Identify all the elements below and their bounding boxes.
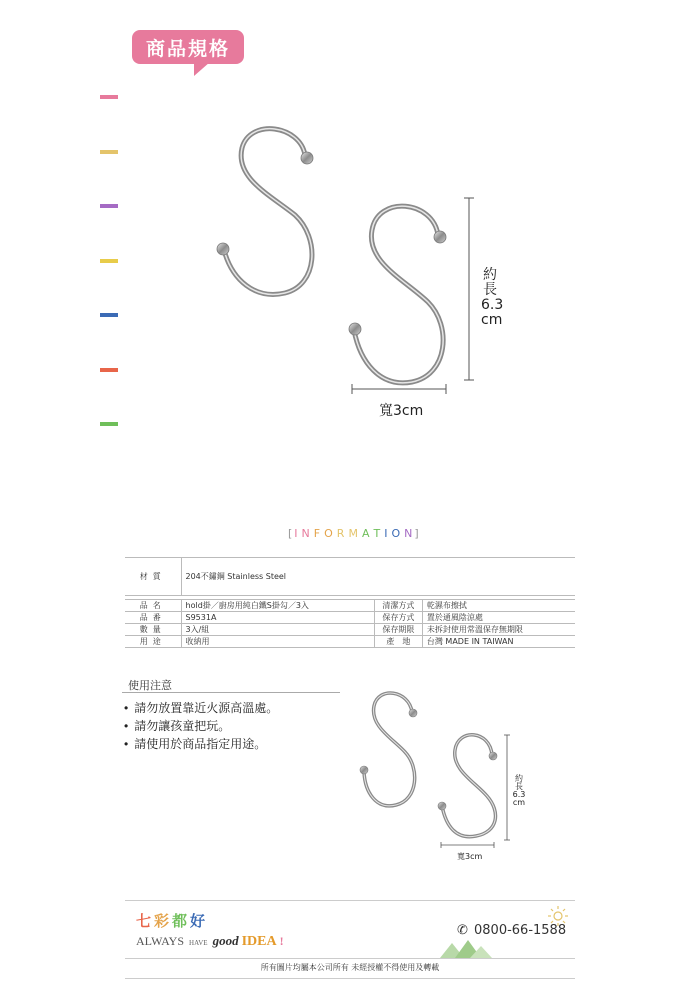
information-letters [294, 527, 414, 540]
slogan-always: ALWAYS [136, 934, 185, 948]
table-row-material [125, 558, 575, 596]
small-height-label: 約 長 6.3 cm [512, 774, 526, 807]
large-width-label: 寬3cm [379, 403, 424, 419]
slogan-good: good [212, 933, 239, 948]
brand-char: 都 [172, 913, 191, 930]
row-key-2: 清潔方式 [374, 600, 422, 612]
information-letter: M [348, 527, 360, 540]
slogan-exclamation: ! [279, 934, 284, 948]
row-value: 3入/組 [181, 624, 374, 636]
brand-char: 好 [190, 913, 209, 930]
list-item: • 請使用於商品指定用途。 [124, 735, 278, 753]
large-height-label: 約 長 6.3 cm [481, 267, 504, 328]
small-hook-front [442, 735, 496, 837]
slogan-have: HAVE [189, 939, 208, 947]
information-letter: O [391, 527, 403, 540]
row-key-2: 保存方式 [374, 612, 422, 624]
row-key-2: 保存期限 [374, 624, 422, 636]
information-letter: A [361, 527, 372, 540]
information-title: [ I N F O R M A T I O N ] [288, 527, 421, 540]
brand-slogan [136, 933, 284, 950]
footer-end-divider [125, 978, 575, 979]
slogan-idea: IDEA [241, 934, 277, 949]
mountains-icon [440, 940, 492, 958]
table-row [125, 624, 575, 636]
row-key: 用途 [125, 636, 181, 648]
table-row [125, 600, 575, 612]
row-key: 數量 [125, 624, 181, 636]
small-hook-back [364, 693, 415, 806]
large-hook-front [354, 206, 443, 383]
information-letter: O [324, 527, 335, 540]
notes-divider [122, 692, 340, 693]
footer-bottom-divider [125, 958, 575, 959]
material-value: 204不鏽鋼 Stainless Steel [181, 558, 575, 596]
brand-char: 七 [136, 913, 155, 930]
information-letter: I [384, 527, 390, 540]
copyright-text: 所有圖片均屬本公司所有 未經授權不得使用及轉載 [260, 963, 440, 972]
small-dimension-lines [441, 735, 510, 848]
row-value-2: 未拆封使用常溫保存無期限 [422, 624, 575, 636]
information-letter: T [373, 527, 383, 540]
phone-icon: ✆ [457, 922, 468, 937]
information-letter: F [313, 527, 323, 540]
brand-char: 彩 [154, 913, 173, 930]
row-value: 收納用 [181, 636, 374, 648]
row-value-2: 台灣 MADE IN TAIWAN [422, 636, 575, 648]
phone-number: 0800-66-1588 [474, 923, 567, 938]
brand-logo-cn [136, 910, 208, 931]
notes-list [124, 699, 278, 753]
footer-top-divider [125, 900, 575, 901]
row-value-2: 乾濕布擦拭 [422, 600, 575, 612]
table-row [125, 636, 575, 648]
spec-badge: 商品規格 [132, 30, 244, 64]
small-width-label: 寬3cm [457, 852, 483, 861]
row-key-2: 產 地 [374, 636, 422, 648]
information-letter: N [301, 527, 312, 540]
row-value: S9531A [181, 612, 374, 624]
spec-table [125, 557, 575, 648]
information-letter: N [404, 527, 415, 540]
material-key: 材質 [125, 558, 181, 596]
information-letter: I [294, 527, 300, 540]
row-value: hold掛／廚房用純白鐵S掛勾／3入 [181, 600, 374, 612]
information-letter: R [336, 527, 347, 540]
list-item: • 請勿放置靠近火源高溫處。 [124, 699, 278, 717]
row-key: 品名 [125, 600, 181, 612]
table-row [125, 612, 575, 624]
list-item: • 請勿讓孩童把玩。 [124, 717, 278, 735]
row-key: 品番 [125, 612, 181, 624]
notes-title: 使用注意 [128, 680, 172, 692]
row-value-2: 置於通風陰涼處 [422, 612, 575, 624]
large-hook-back [224, 129, 312, 295]
